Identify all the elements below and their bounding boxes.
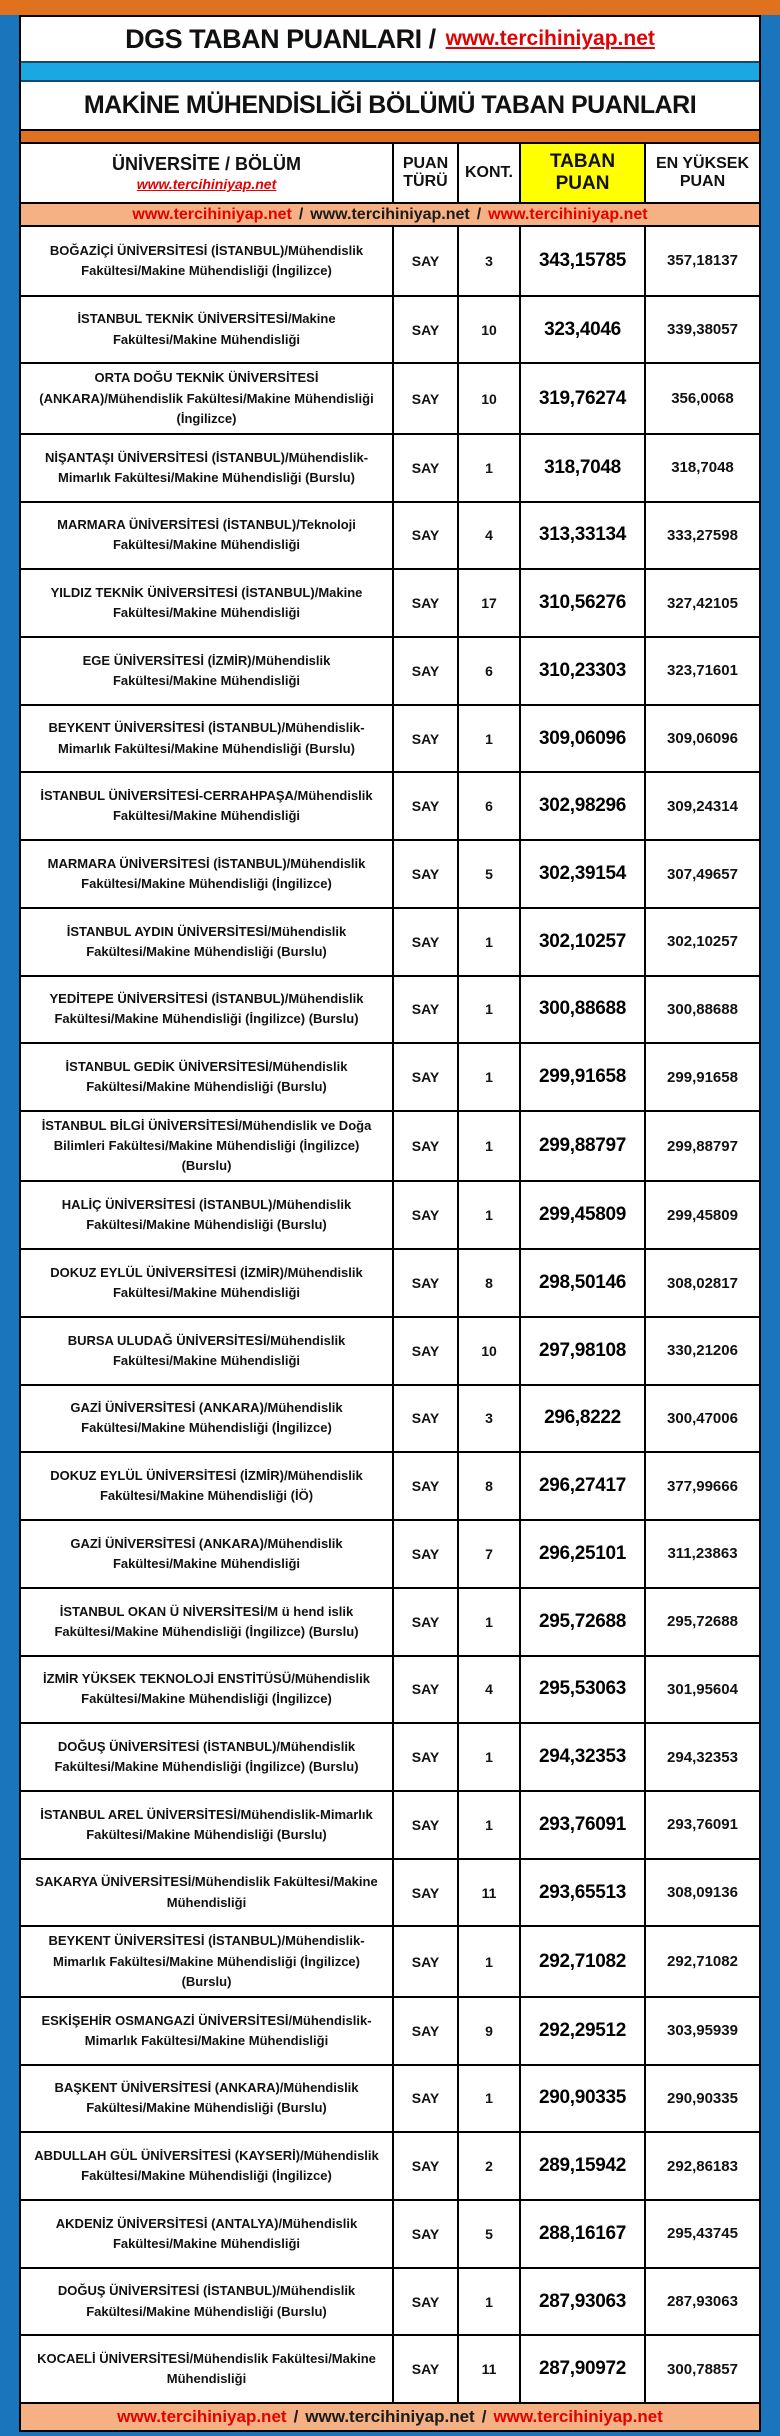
university-cell: İSTANBUL TEKNİK ÜNİVERSİTESİ/Makine Fakültesi/Makine Mühendisliği (77, 311, 336, 347)
table-body (21, 227, 759, 2402)
score-type-cell: SAY (392, 297, 457, 363)
links-banner-bottom (21, 2402, 759, 2430)
banner-separator: / (298, 205, 304, 223)
score-type-cell: SAY (392, 977, 457, 1043)
quota-cell: 3 (457, 1386, 519, 1452)
base-score-cell: 288,16167 (519, 2201, 644, 2267)
quota-cell: 11 (457, 1860, 519, 1926)
base-score-cell: 323,4046 (519, 297, 644, 363)
base-score-cell: 296,25101 (519, 1521, 644, 1587)
quota-cell: 4 (457, 1657, 519, 1723)
table-row (21, 1042, 759, 1110)
quota-cell: 1 (457, 909, 519, 975)
base-score-cell: 295,53063 (519, 1657, 644, 1723)
university-cell: İSTANBUL OKAN Ü NİVERSİTESİ/M ü hend islik Fakültesi/Makine Mühendisliği (İngilizce) (Burslu) (54, 1603, 359, 1639)
university-cell: DOĞUŞ ÜNİVERSİTESİ (İSTANBUL)/Mühendislik Fakültesi/Makine Mühendisliği (İngilizce) (Burslu) (54, 1738, 359, 1775)
score-type-cell: SAY (392, 1792, 457, 1858)
page-title: DGS TABAN PUANLARI / (125, 23, 436, 54)
university-cell: BEYKENT ÜNİVERSİTESİ (İSTANBUL)/Mühendislik-Mimarlık Fakültesi/Makine Mühendisliği (İngilizce) (Burslu) (48, 1933, 365, 1989)
score-type-cell: SAY (392, 1044, 457, 1110)
quota-cell: 4 (457, 503, 519, 569)
highest-score-cell: 309,24314 (644, 773, 759, 839)
highest-score-cell: 295,43745 (644, 2201, 759, 2267)
score-type-cell: SAY (392, 1112, 457, 1180)
column-header-university-label: ÜNİVERSİTE / BÖLÜM (111, 153, 301, 174)
base-score-cell: 295,72688 (519, 1589, 644, 1655)
highest-score-cell: 309,06096 (644, 706, 759, 772)
highest-score-cell: 318,7048 (644, 435, 759, 501)
score-type-cell: SAY (392, 1318, 457, 1384)
university-cell: İSTANBUL GEDİK ÜNİVERSİTESİ/Mühendislik Fakültesi/Makine Mühendisliği (Burslu) (65, 1059, 348, 1095)
column-header-base-score: TABAN PUAN (519, 144, 644, 202)
university-cell: BEYKENT ÜNİVERSİTESİ (İSTANBUL)/Mühendislik-Mimarlık Fakültesi/Makine Mühendisliği (Burslu) (48, 720, 365, 756)
university-cell: ESKİŞEHİR OSMANGAZİ ÜNİVERSİTESİ/Mühendislik-Mimarlık Fakültesi/Makine Mühendisliği (41, 2012, 372, 2048)
score-type-cell: SAY (392, 2336, 457, 2402)
table-row (21, 839, 759, 907)
table-row (21, 704, 759, 772)
base-score-cell: 302,39154 (519, 841, 644, 907)
top-orange-bar (0, 0, 780, 15)
base-score-cell: 309,06096 (519, 706, 644, 772)
university-cell: DOKUZ EYLÜL ÜNİVERSİTESİ (İZMİR)/Mühendislik Fakültesi/Makine Mühendisliği (İÖ) (50, 1468, 363, 1504)
table-row (21, 2131, 759, 2199)
site-link-title[interactable]: www.tercihiniyap.net (445, 27, 655, 50)
highest-score-cell: 300,78857 (644, 2336, 759, 2402)
quota-cell: 8 (457, 1453, 519, 1519)
base-score-cell: 319,76274 (519, 364, 644, 432)
university-cell: DOKUZ EYLÜL ÜNİVERSİTESİ (İZMİR)/Mühendislik Fakültesi/Makine Mühendisliği (50, 1264, 363, 1301)
quota-cell: 1 (457, 1589, 519, 1655)
table-row (21, 227, 759, 295)
quota-cell: 1 (457, 1927, 519, 1995)
highest-score-cell: 300,47006 (644, 1386, 759, 1452)
table-row (21, 2267, 759, 2335)
base-score-cell: 297,98108 (519, 1318, 644, 1384)
base-score-cell: 296,27417 (519, 1453, 644, 1519)
score-type-cell: SAY (392, 2269, 457, 2335)
quota-cell: 11 (457, 2336, 519, 2402)
base-score-cell: 293,65513 (519, 1860, 644, 1926)
university-cell: YEDİTEPE ÜNİVERSİTESİ (İSTANBUL)/Mühendislik Fakültesi/Makine Mühendisliği (İngilizce) (Burslu) (49, 991, 364, 1027)
score-type-cell: SAY (392, 1860, 457, 1926)
score-type-cell: SAY (392, 2201, 457, 2267)
highest-score-cell: 300,88688 (644, 977, 759, 1043)
table-row (21, 1587, 759, 1655)
highest-score-cell: 299,45809 (644, 1182, 759, 1248)
score-type-cell: SAY (392, 227, 457, 295)
university-cell: İSTANBUL BİLGİ ÜNİVERSİTESİ/Mühendislik ve Doğa Bilimleri Fakültesi/Makine Mühendisliği (İngilizce) (Burslu) (41, 1118, 372, 1174)
score-type-cell: SAY (392, 1453, 457, 1519)
quota-cell: 17 (457, 570, 519, 636)
base-score-cell: 310,23303 (519, 638, 644, 704)
column-header-quota: KONT. (457, 144, 519, 202)
banner-separator: / (293, 2407, 299, 2426)
highest-score-cell: 377,99666 (644, 1453, 759, 1519)
university-cell: YILDIZ TEKNİK ÜNİVERSİTESİ (İSTANBUL)/Makine Fakültesi/Makine Mühendisliği (50, 585, 363, 621)
quota-cell: 1 (457, 1112, 519, 1180)
score-type-cell: SAY (392, 706, 457, 772)
score-type-cell: SAY (392, 1927, 457, 1995)
score-type-cell: SAY (392, 909, 457, 975)
quota-cell: 10 (457, 1318, 519, 1384)
score-type-cell: SAY (392, 1724, 457, 1790)
quota-cell: 10 (457, 297, 519, 363)
orange-divider (21, 129, 759, 144)
table-row (21, 433, 759, 501)
quota-cell: 1 (457, 706, 519, 772)
banner-separator: / (481, 2407, 487, 2426)
highest-score-cell: 339,38057 (644, 297, 759, 363)
highest-score-cell: 292,71082 (644, 1927, 759, 1995)
base-score-cell: 310,56276 (519, 570, 644, 636)
quota-cell: 1 (457, 1044, 519, 1110)
base-score-cell: 302,10257 (519, 909, 644, 975)
quota-cell: 10 (457, 364, 519, 432)
base-score-cell: 302,98296 (519, 773, 644, 839)
table-row (21, 1655, 759, 1723)
score-type-cell: SAY (392, 2066, 457, 2132)
university-cell: MARMARA ÜNİVERSİTESİ (İSTANBUL)/Mühendislik Fakültesi/Makine Mühendisliği (İngilizce) (47, 855, 366, 892)
university-cell: ABDULLAH GÜL ÜNİVERSİTESİ (KAYSERİ)/Mühendislik Fakültesi/Makine Mühendisliği (İngilizce) (34, 2147, 379, 2184)
base-score-cell: 299,88797 (519, 1112, 644, 1180)
university-cell: DOĞUŞ ÜNİVERSİTESİ (İSTANBUL)/Mühendislik Fakültesi/Makine Mühendisliği (Burslu) (57, 2283, 356, 2319)
highest-score-cell: 311,23863 (644, 1521, 759, 1587)
table-row (21, 975, 759, 1043)
highest-score-cell: 327,42105 (644, 570, 759, 636)
score-type-cell: SAY (392, 1386, 457, 1452)
site-link-header[interactable]: www.tercihiniyap.net (136, 176, 277, 193)
quota-cell: 1 (457, 977, 519, 1043)
section-title: MAKİNE MÜHENDİSLİĞİ BÖLÜMÜ TABAN PUANLARI (83, 91, 697, 119)
quota-cell: 1 (457, 1792, 519, 1858)
quota-cell: 7 (457, 1521, 519, 1587)
table-row (21, 1790, 759, 1858)
score-type-cell: SAY (392, 435, 457, 501)
quota-cell: 3 (457, 227, 519, 295)
score-type-cell: SAY (392, 570, 457, 636)
score-type-cell: SAY (392, 364, 457, 432)
quota-cell: 5 (457, 841, 519, 907)
score-type-cell: SAY (392, 1182, 457, 1248)
site-link[interactable]: www.tercihiniyap.net (132, 205, 292, 223)
highest-score-cell: 294,32353 (644, 1724, 759, 1790)
university-cell: BURSA ULUDAĞ ÜNİVERSİTESİ/Mühendislik Fakültesi/Makine Mühendisliği (67, 1332, 346, 1368)
university-cell: KOCAELİ ÜNİVERSİTESİ/Mühendislik Fakültesi/Makine Mühendisliği (37, 2351, 376, 2387)
base-score-cell: 300,88688 (519, 977, 644, 1043)
highest-score-cell: 290,90335 (644, 2066, 759, 2132)
university-cell: EGE ÜNİVERSİTESİ (İZMİR)/Mühendislik Fakültesi/Makine Mühendisliği (82, 652, 331, 688)
university-cell: GAZİ ÜNİVERSİTESİ (ANKARA)/Mühendislik Fakültesi/Makine Mühendisliği (İngilizce) (70, 1400, 343, 1436)
quota-cell: 1 (457, 1724, 519, 1790)
score-type-cell: SAY (392, 1998, 457, 2064)
blue-frame (0, 15, 780, 2436)
cyan-divider (21, 61, 759, 82)
site-link[interactable]: www.tercihiniyap.net (305, 2407, 475, 2426)
links-banner-top (21, 204, 759, 227)
section-title-band (21, 82, 759, 129)
quota-cell: 6 (457, 773, 519, 839)
base-score-cell: 290,90335 (519, 2066, 644, 2132)
highest-score-cell: 295,72688 (644, 1589, 759, 1655)
highest-score-cell: 323,71601 (644, 638, 759, 704)
table-row (21, 2334, 759, 2402)
site-link[interactable]: www.tercihiniyap.net (310, 205, 470, 223)
university-cell: İSTANBUL ÜNİVERSİTESİ-CERRAHPAŞA/Mühendislik Fakültesi/Makine Mühendisliği (40, 788, 373, 824)
table-row (21, 1519, 759, 1587)
highest-score-cell: 356,0068 (644, 364, 759, 432)
table-row (21, 1858, 759, 1926)
table-row (21, 1722, 759, 1790)
quota-cell: 2 (457, 2133, 519, 2199)
highest-score-cell: 293,76091 (644, 1792, 759, 1858)
column-header-highest-score: EN YÜKSEK PUAN (644, 144, 759, 202)
table-row (21, 362, 759, 432)
base-score-cell: 294,32353 (519, 1724, 644, 1790)
base-score-cell: 313,33134 (519, 503, 644, 569)
table-row (21, 1316, 759, 1384)
quota-cell: 5 (457, 2201, 519, 2267)
university-cell: GAZİ ÜNİVERSİTESİ (ANKARA)/Mühendislik Fakültesi/Makine Mühendisliği (70, 1535, 343, 1571)
table-row (21, 2199, 759, 2267)
university-cell: HALİÇ ÜNİVERSİTESİ (İSTANBUL)/Mühendislik Fakültesi/Makine Mühendisliği (Burslu) (61, 1197, 352, 1233)
university-cell: NİŞANTAŞI ÜNİVERSİTESİ (İSTANBUL)/Mühendislik-Mimarlık Fakültesi/Makine Mühendisliği (Burslu) (44, 449, 369, 485)
column-header-score-type: PUAN TÜRÜ (392, 144, 457, 202)
table-row (21, 1451, 759, 1519)
highest-score-cell: 308,02817 (644, 1250, 759, 1316)
table-row (21, 907, 759, 975)
table-row (21, 1996, 759, 2064)
highest-score-cell: 299,91658 (644, 1044, 759, 1110)
quota-cell: 1 (457, 435, 519, 501)
table-row (21, 2064, 759, 2132)
highest-score-cell: 308,09136 (644, 1860, 759, 1926)
base-score-cell: 289,15942 (519, 2133, 644, 2199)
scores-table (21, 144, 759, 2430)
base-score-cell: 318,7048 (519, 435, 644, 501)
university-cell: İSTANBUL AYDIN ÜNİVERSİTESİ/Mühendislik Fakültesi/Makine Mühendisliği (Burslu) (66, 923, 347, 959)
score-type-cell: SAY (392, 638, 457, 704)
table-row (21, 295, 759, 363)
site-link[interactable]: www.tercihiniyap.net (493, 2407, 663, 2426)
quota-cell: 1 (457, 2269, 519, 2335)
column-header-university (21, 144, 392, 202)
university-cell: BOĞAZİÇİ ÜNİVERSİTESİ (İSTANBUL)/Mühendislik Fakültesi/Makine Mühendisliği (İngilizce) (49, 242, 364, 278)
score-type-cell: SAY (392, 503, 457, 569)
university-cell: İSTANBUL AREL ÜNİVERSİTESİ/Mühendislik-Mimarlık Fakültesi/Makine Mühendisliği (Burslu) (40, 1806, 373, 1842)
score-type-cell: SAY (392, 2133, 457, 2199)
university-cell: İZMİR YÜKSEK TEKNOLOJİ ENSTİTÜSÜ/Mühendislik Fakültesi/Makine Mühendisliği (İngilizce) (43, 1671, 370, 1707)
table-row (21, 568, 759, 636)
highest-score-cell: 357,18137 (644, 227, 759, 295)
score-type-cell: SAY (392, 1250, 457, 1316)
highest-score-cell: 299,88797 (644, 1112, 759, 1180)
highest-score-cell: 303,95939 (644, 1998, 759, 2064)
highest-score-cell: 301,95604 (644, 1657, 759, 1723)
base-score-cell: 296,8222 (519, 1386, 644, 1452)
base-score-cell: 287,90972 (519, 2336, 644, 2402)
score-type-cell: SAY (392, 1589, 457, 1655)
table-row (21, 1384, 759, 1452)
quota-cell: 9 (457, 1998, 519, 2064)
table-row (21, 771, 759, 839)
quota-cell: 6 (457, 638, 519, 704)
page-title-band (21, 17, 759, 61)
base-score-cell: 343,15785 (519, 227, 644, 295)
site-link[interactable]: www.tercihiniyap.net (488, 205, 648, 223)
university-cell: AKDENİZ ÜNİVERSİTESİ (ANTALYA)/Mühendislik Fakültesi/Makine Mühendisliği (55, 2215, 358, 2251)
university-cell: ORTA DOĞU TEKNİK ÜNİVERSİTESİ (ANKARA)/Mühendislik Fakültesi/Makine Mühendisliği (İngilizce) (39, 370, 374, 426)
banner-separator: / (476, 205, 482, 223)
quota-cell: 8 (457, 1250, 519, 1316)
score-type-cell: SAY (392, 1521, 457, 1587)
table-header-row (21, 144, 759, 204)
score-type-cell: SAY (392, 773, 457, 839)
highest-score-cell: 292,86183 (644, 2133, 759, 2199)
score-type-cell: SAY (392, 1657, 457, 1723)
university-cell: SAKARYA ÜNİVERSİTESİ/Mühendislik Fakültesi/Makine Mühendisliği (35, 1874, 378, 1910)
table-row (21, 636, 759, 704)
table-row (21, 1248, 759, 1316)
quota-cell: 1 (457, 2066, 519, 2132)
university-cell: MARMARA ÜNİVERSİTESİ (İSTANBUL)/Teknoloji Fakültesi/Makine Mühendisliği (57, 517, 356, 553)
highest-score-cell: 302,10257 (644, 909, 759, 975)
base-score-cell: 287,93063 (519, 2269, 644, 2335)
table-row (21, 501, 759, 569)
base-score-cell: 299,45809 (519, 1182, 644, 1248)
table-row (21, 1110, 759, 1180)
base-score-cell: 293,76091 (519, 1792, 644, 1858)
base-score-cell: 292,71082 (519, 1927, 644, 1995)
base-score-cell: 299,91658 (519, 1044, 644, 1110)
base-score-cell: 298,50146 (519, 1250, 644, 1316)
university-cell: BAŞKENT ÜNİVERSİTESİ (ANKARA)/Mühendislik Fakültesi/Makine Mühendisliği (Burslu) (54, 2080, 359, 2116)
table-row (21, 1180, 759, 1248)
score-type-cell: SAY (392, 841, 457, 907)
quota-cell: 1 (457, 1182, 519, 1248)
highest-score-cell: 307,49657 (644, 841, 759, 907)
table-row (21, 1925, 759, 1995)
content-panel (19, 15, 761, 2432)
base-score-cell: 292,29512 (519, 1998, 644, 2064)
highest-score-cell: 330,21206 (644, 1318, 759, 1384)
highest-score-cell: 333,27598 (644, 503, 759, 569)
site-link[interactable]: www.tercihiniyap.net (117, 2407, 287, 2426)
highest-score-cell: 287,93063 (644, 2269, 759, 2335)
